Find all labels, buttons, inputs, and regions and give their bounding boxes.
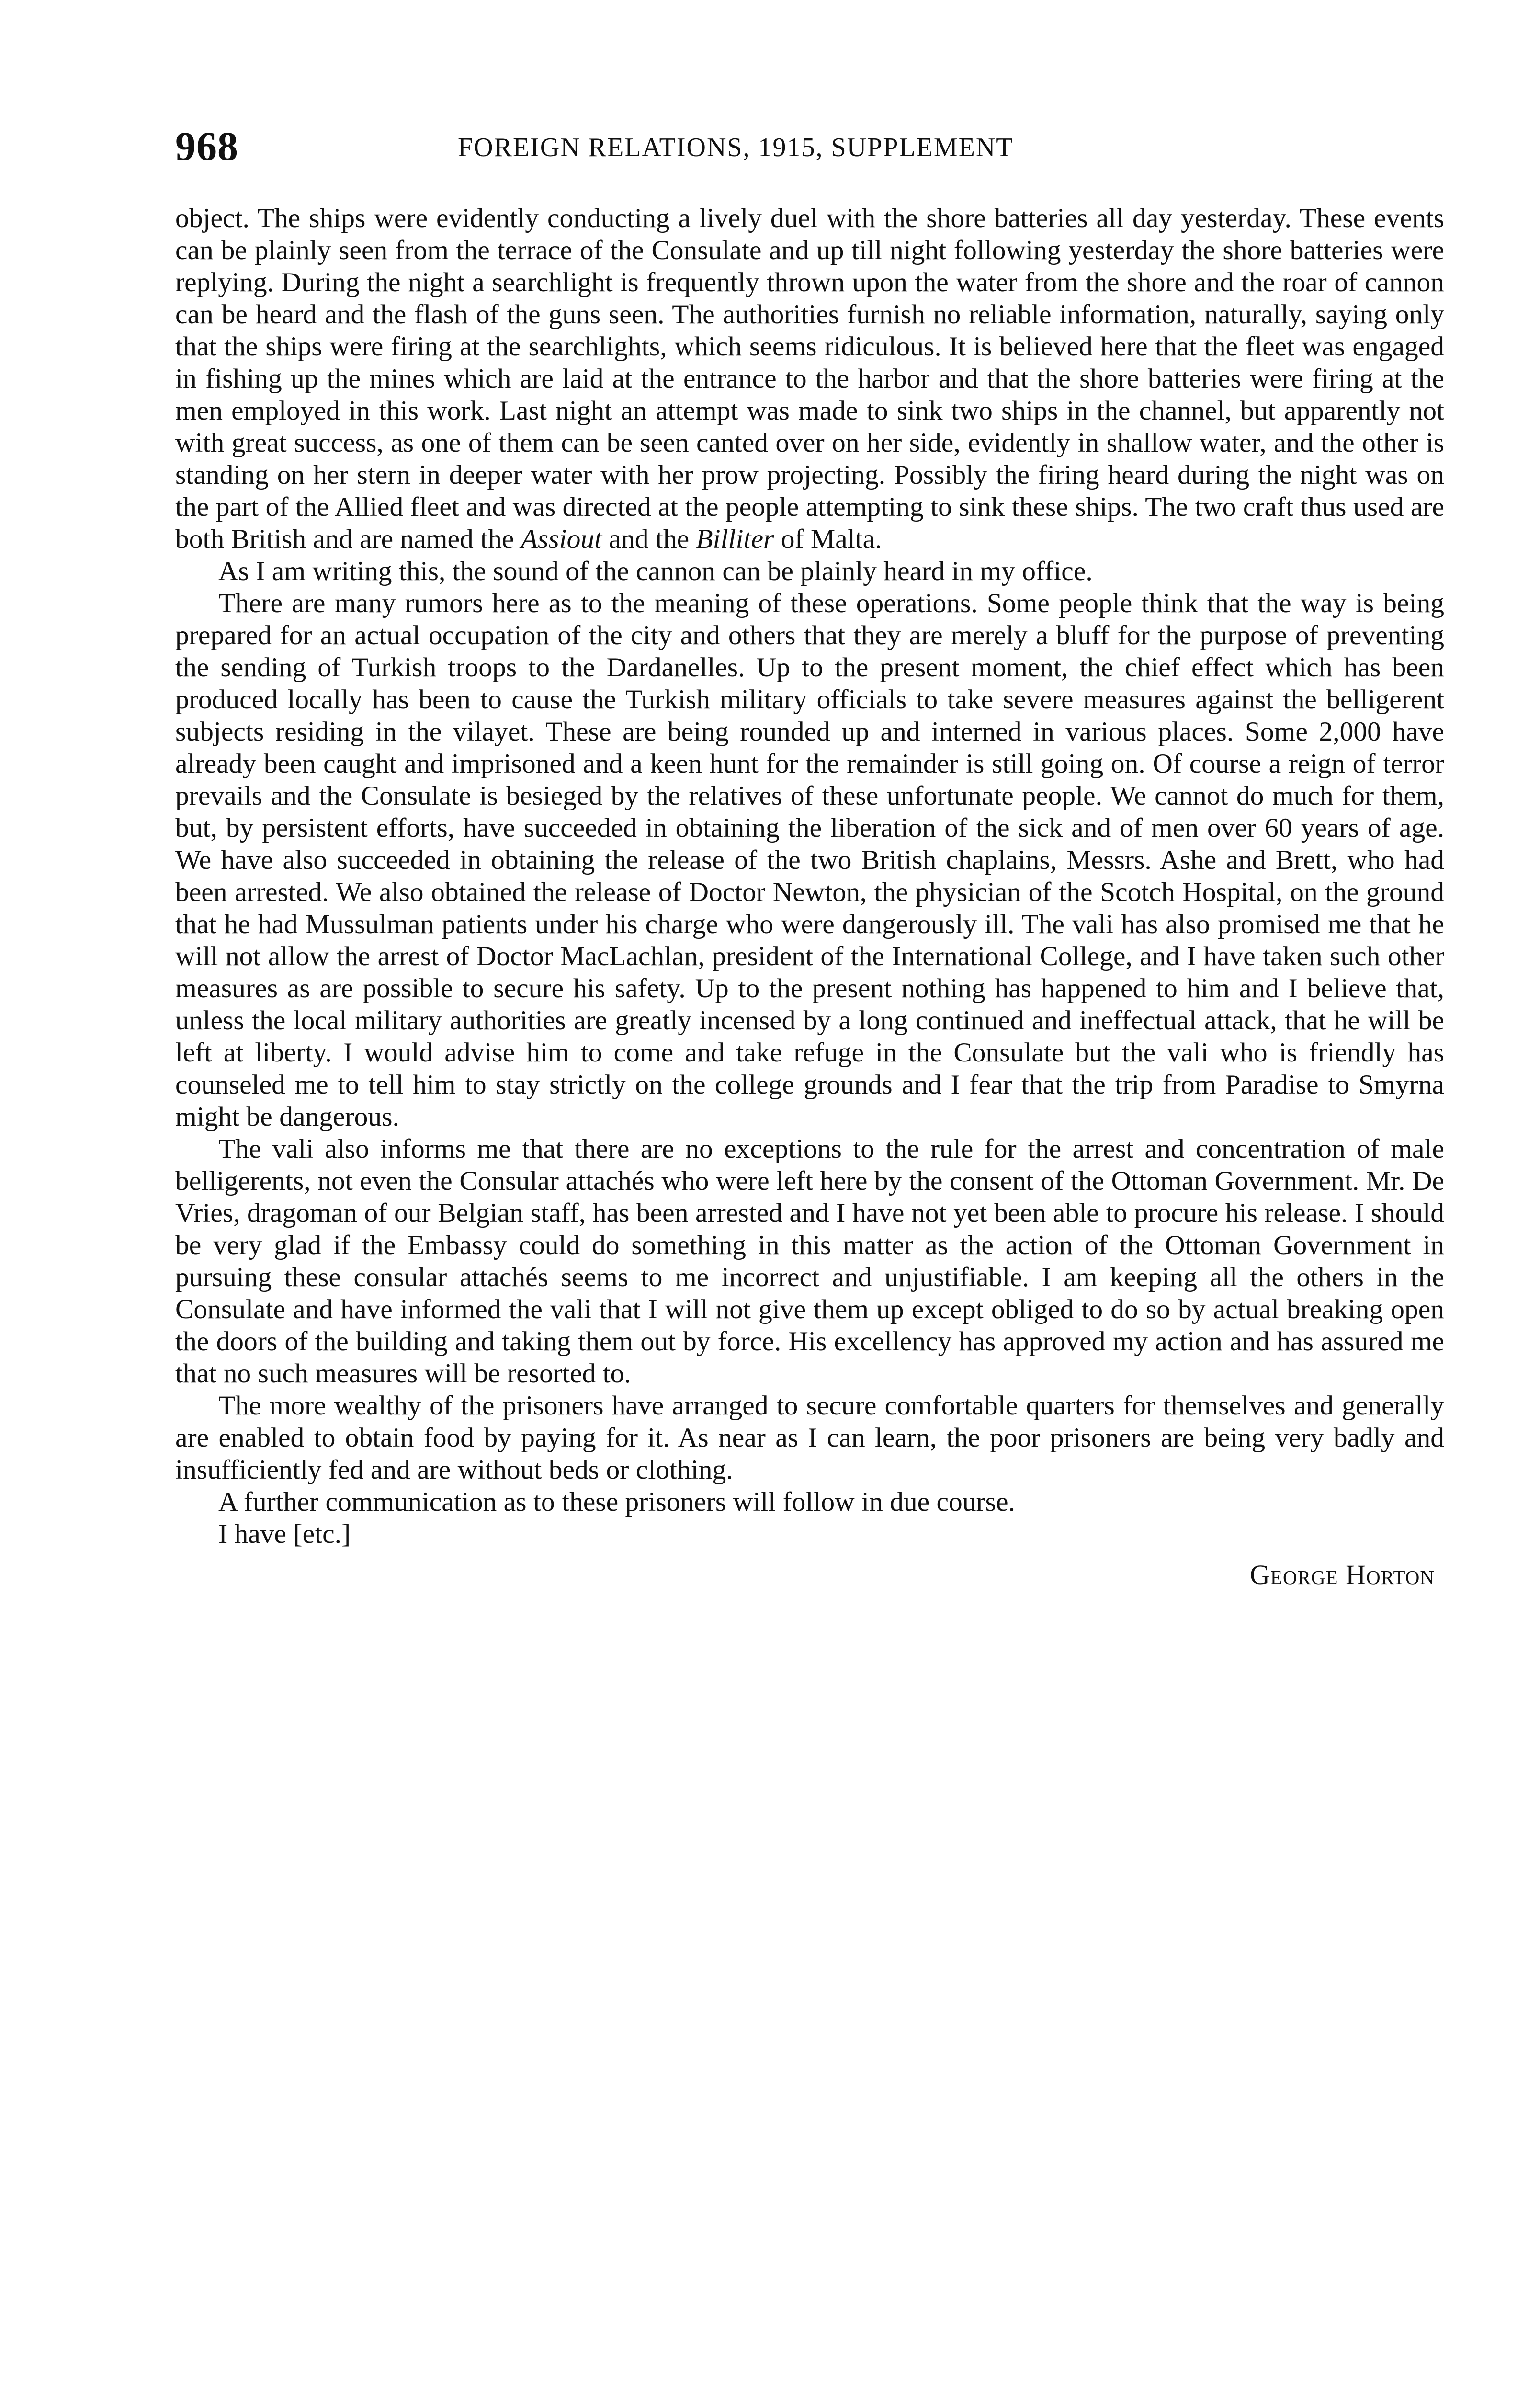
- paragraph-3: There are many rumors here as to the meaning of these operations. Some people think that the way is being prepared for an actual occupation of the city and others that they are merely a bluff for the purpose of preventing the sending of Turkish troops to the Dardanelles. Up to the present moment, the chief effect which has been produced locally has been to cause the Turkish military officials to take severe measures against the belligerent subjects residing in the vilayet. These are being rounded up and interned in various places. Some 2,000 have already been caught and imprisoned and a keen hunt for the remainder is still going on. Of course a reign of terror prevails and the Consulate is besieged by the relatives of these unfortunate people. We cannot do much for them, but, by persistent efforts, have succeeded in obtaining the liberation of the sick and of men over 60 years of age. We have also succeeded in obtaining the release of the two British chaplains, Messrs. Ashe and Brett, who had been arrested. We also obtained the release of Doctor Newton, the physician of the Scotch Hospital, on the ground that he had Mussulman patients under his charge who were dangerously ill. The vali has also promised me that he will not allow the arrest of Doctor MacLachlan, president of the International College, and I have taken such other measures as are possible to secure his safety. Up to the present nothing has happened to him and I believe that, unless the local military authorities are greatly incensed by a long continued and ineffectual attack, that he will be left at liberty. I would advise him to come and take refuge in the Consulate but the vali who is friendly has counseled me to tell him to stay strictly on the college grounds and I fear that the trip from Paradise to Smyrna might be dangerous.: [175, 588, 1444, 1132]
- letter-body: [175, 202, 1444, 1550]
- paragraph-4: The vali also informs me that there are no exceptions to the rule for the arrest and concentration of male belligerents, not even the Consular attachés who were left here by the consent of the Ottoman Government. Mr. De Vries, dragoman of our Belgian staff, has been arrested and I have not yet been able to procure his release. I should be very glad if the Embassy could do something in this matter as the action of the Ottoman Government in pursuing these consular attachés seems to me incorrect and unjustifiable. I am keeping all the others in the Consulate and have informed the vali that I will not give them up except obliged to do so by actual breaking open the doors of the building and taking them out by force. His excellency has approved my action and has assured me that no such measures will be resorted to.: [175, 1134, 1444, 1389]
- ship-name-billiter: Billiter: [696, 524, 774, 554]
- complimentary-close: I have [etc.]: [218, 1519, 351, 1549]
- signature: George Horton: [1250, 1559, 1435, 1590]
- paragraph-2: As I am writing this, the sound of the cannon can be plainly heard in my office.: [218, 556, 1093, 586]
- ship-name-assiout: Assiout: [521, 524, 602, 554]
- running-title: FOREIGN RELATIONS, 1915, SUPPLEMENT: [458, 133, 1014, 162]
- paragraph-1: [175, 202, 1444, 555]
- paragraph-1-text: object. The ships were evidently conducting a lively duel with the shore batteries all day yesterday. These events can be plainly seen from the terrace of the Consulate and up till night following yesterday the shore batteries were replying. During the night a searchlight is frequently thrown upon the water from the shore and the roar of cannon can be heard and the flash of the guns seen. The authorities furnish no reliable information, naturally, saying only that the ships were firing at the searchlights, which seems ridiculous. It is believed here that the fleet was engaged in fishing up the mines which are laid at the entrance to the harbor and that the shore batteries were firing at the men employed in this work. Last night an attempt was made to sink two ships in the channel, but apparently not with great success, as one of them can be seen canted over on her side, evidently in shallow water, and the other is standing on her stern in deeper water with her prow projecting. Possibly the firing heard during the night was on the part of the Allied fleet and was directed at the people attempting to sink these ships. The two craft thus used are both British and are named the: [175, 203, 1444, 554]
- paragraph-6: A further communication as to these prisoners will follow in due course.: [218, 1487, 1015, 1517]
- document-page: [175, 125, 1444, 1591]
- paragraph-1-end: of Malta.: [774, 524, 882, 554]
- paragraph-5: The more wealthy of the prisoners have arranged to secure comfortable quarters for themselves and generally are enabled to obtain food by paying for it. As near as I can learn, the poor prisoners are being very badly and insufficiently fed and are without beds or clothing.: [175, 1391, 1444, 1485]
- running-header: [175, 125, 1444, 178]
- paragraph-1-connector: and the: [602, 524, 696, 554]
- page-number: 968: [175, 123, 238, 169]
